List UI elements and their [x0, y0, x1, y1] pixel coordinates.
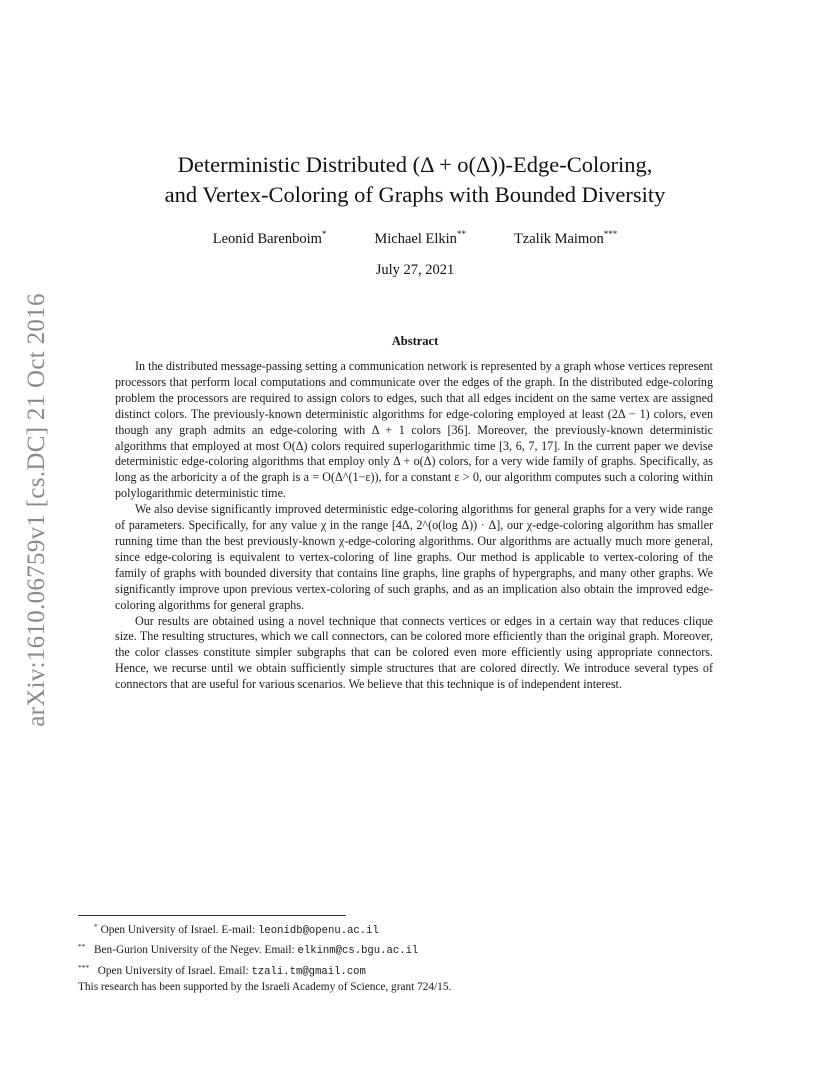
footnote-mark: **: [78, 942, 86, 952]
author-mark: **: [456, 229, 466, 239]
footnote-email: elkinm@cs.bgu.ac.il: [297, 945, 419, 958]
title-line-2: and Vertex-Coloring of Graphs with Bounded Diversity: [164, 182, 666, 207]
paper-date: July 27, 2021: [375, 262, 455, 278]
footnote: [78, 960, 698, 980]
footnotes: [78, 915, 698, 995]
abstract-paragraph: In the distributed message-passing setting a communication network is represented by a graph whose vertices represent processors that perform local computations and communicate over the edges of the graph. In the distributed edge-coloring problem the processors are required to assign colors to edges, such that all edges incident on the same vertex are assigned distinct colors. The previously-known deterministic algorithms for edge-coloring employed at least (2Δ − 1) colors, even though any graph admits an edge-coloring with Δ + 1 colors [36]. Moreover, the previously-known deterministic algorithms that employed at most O(Δ) colors required superlogarithmic time [3, 6, 7, 17]. In the current paper we devise deterministic edge-coloring algorithms that employ only Δ + o(Δ) colors, for a very wide family of graphs. Specifically, as long as the arboricity a of the graph is a = O(Δ^(1−ε)), for a constant ε > 0, our algorithm computes such a coloring within polylogarithmic deterministic time.: [115, 359, 713, 501]
arxiv-sidebar-stamp: [20, 287, 54, 732]
author-name: Michael Elkin: [374, 231, 457, 247]
author: [213, 229, 327, 248]
arxiv-identifier: arXiv:1610.06759v1 [cs.DC] 21 Oct 2016: [23, 292, 51, 727]
footnote-email: tzali.tm@gmail.com: [251, 965, 366, 978]
footnote-mark: ***: [78, 962, 90, 972]
footnote: [78, 939, 698, 959]
author: [514, 229, 617, 248]
footnote-funding: This research has been supported by the Israeli Academy of Science, grant 724/15.: [78, 980, 452, 993]
abstract-heading: Abstract: [391, 334, 439, 348]
footnote-rule: [78, 915, 346, 916]
author-name: Tzalik Maimon: [513, 231, 604, 247]
author-list: [100, 229, 730, 248]
title-line-1: Deterministic Distributed (Δ + o(Δ))-Edge-Coloring,: [177, 152, 653, 177]
footnote-text: Ben-Gurion University of the Negev. Email:: [93, 944, 295, 957]
abstract-paragraph: We also devise significantly improved deterministic edge-coloring algorithms for general graphs for a very wide range of parameters. Specifically, for any value χ in the range [4Δ, 2^(o(log Δ)) · Δ], our χ-edge-coloring algorithm has smaller running time than the best previously-known χ-edge-coloring algorithms. Our algorithms are actually much more general, since edge-coloring is equivalent to vertex-coloring of line graphs. Our method is applicable to vertex-coloring of the family of graphs with bounded diversity that contains line graphs, line graphs of hypergraphs, and many other graphs. We significantly improve upon previous vertex-coloring of such graphs, and as an implication also obtain the improved edge-coloring algorithms for general graphs.: [115, 502, 713, 612]
footnote-mark: *: [94, 922, 98, 931]
footnote: [78, 919, 698, 939]
footnote-text: Open University of Israel. Email:: [97, 964, 249, 977]
footnote-text: Open University of Israel. E-mail:: [100, 924, 256, 936]
footnote-email: leonidb@openu.ac.il: [258, 925, 379, 937]
author: [374, 229, 466, 248]
abstract-paragraph: Our results are obtained using a novel technique that connects vertices or edges in a certain way that reduces clique size. The resulting structures, which we call connectors, can be colored more efficiently than the original graph. Moreover, the color classes constitute simpler subgraphs that can be colored even more efficiently using appropriate connectors. Hence, we recurse until we obtain sufficiently simple structures that are colored directly. We introduce several types of connectors that are useful for various scenarios. We believe that this technique is of independent interest.: [115, 613, 713, 692]
abstract-body: [115, 359, 713, 693]
author-name: Leonid Barenboim: [212, 231, 322, 247]
paper-title: [100, 150, 730, 210]
author-mark: *: [321, 229, 327, 239]
author-mark: ***: [603, 229, 618, 239]
